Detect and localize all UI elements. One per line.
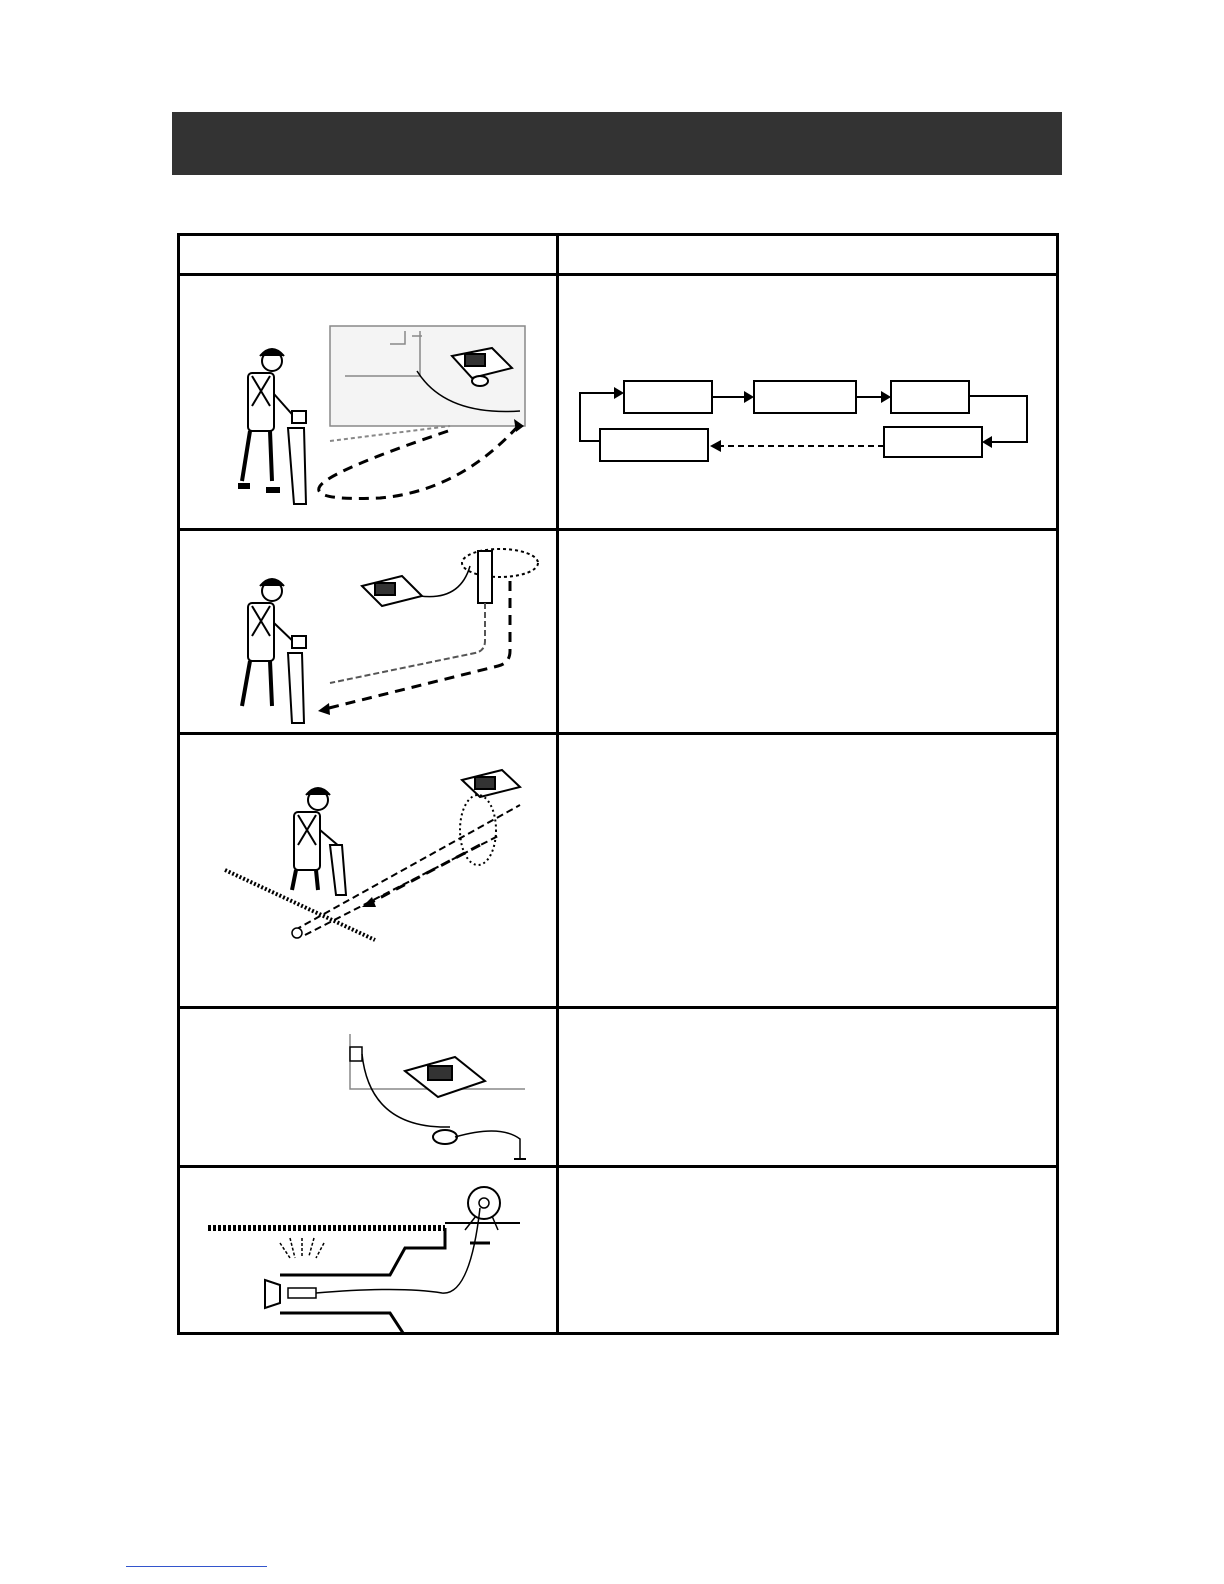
flow-box-2 [754, 381, 856, 413]
signal-rays [280, 1238, 324, 1258]
signal-flow-diagram [569, 376, 1029, 496]
footer-link-underline[interactable] [126, 1566, 267, 1567]
sonde-icon [288, 1288, 316, 1298]
flow-box-3 [891, 381, 969, 413]
row-2-description [559, 531, 1056, 732]
flow-box-4 [884, 427, 982, 457]
row-3-illustration [180, 735, 556, 1006]
transmitter-icon [462, 770, 520, 797]
row-1-description [559, 276, 1056, 528]
column-header-description [559, 236, 1063, 276]
row-4-description [559, 1009, 1056, 1165]
row-1-illustration [180, 276, 556, 528]
magnetic-field [460, 795, 496, 865]
flow-box-1 [624, 381, 712, 413]
sonde-head-icon [265, 1280, 280, 1308]
pole-pipe [478, 551, 492, 603]
transmitter-icon [362, 576, 422, 606]
transmitter-icon [405, 1057, 485, 1097]
section-title [172, 112, 1062, 148]
row-3-description [559, 735, 1056, 1006]
outlet-icon [350, 1047, 362, 1061]
underground-pipe [330, 426, 450, 441]
flow-box-5 [600, 429, 708, 461]
section-header-bar [172, 112, 1062, 175]
induction-clamp-field [462, 549, 538, 577]
worker-figure-icon [238, 349, 306, 504]
row-2-illustration [180, 531, 556, 732]
row-4-illustration [180, 1009, 556, 1165]
column-header-illustration [180, 236, 556, 276]
signal-path-arrow [319, 424, 520, 499]
methods-table [177, 233, 1059, 1335]
row-5-description [559, 1168, 1056, 1335]
worker-figure-icon [242, 579, 306, 723]
clamp-icon [433, 1130, 457, 1144]
worker-figure-icon [292, 788, 346, 895]
row-5-illustration [180, 1168, 556, 1335]
